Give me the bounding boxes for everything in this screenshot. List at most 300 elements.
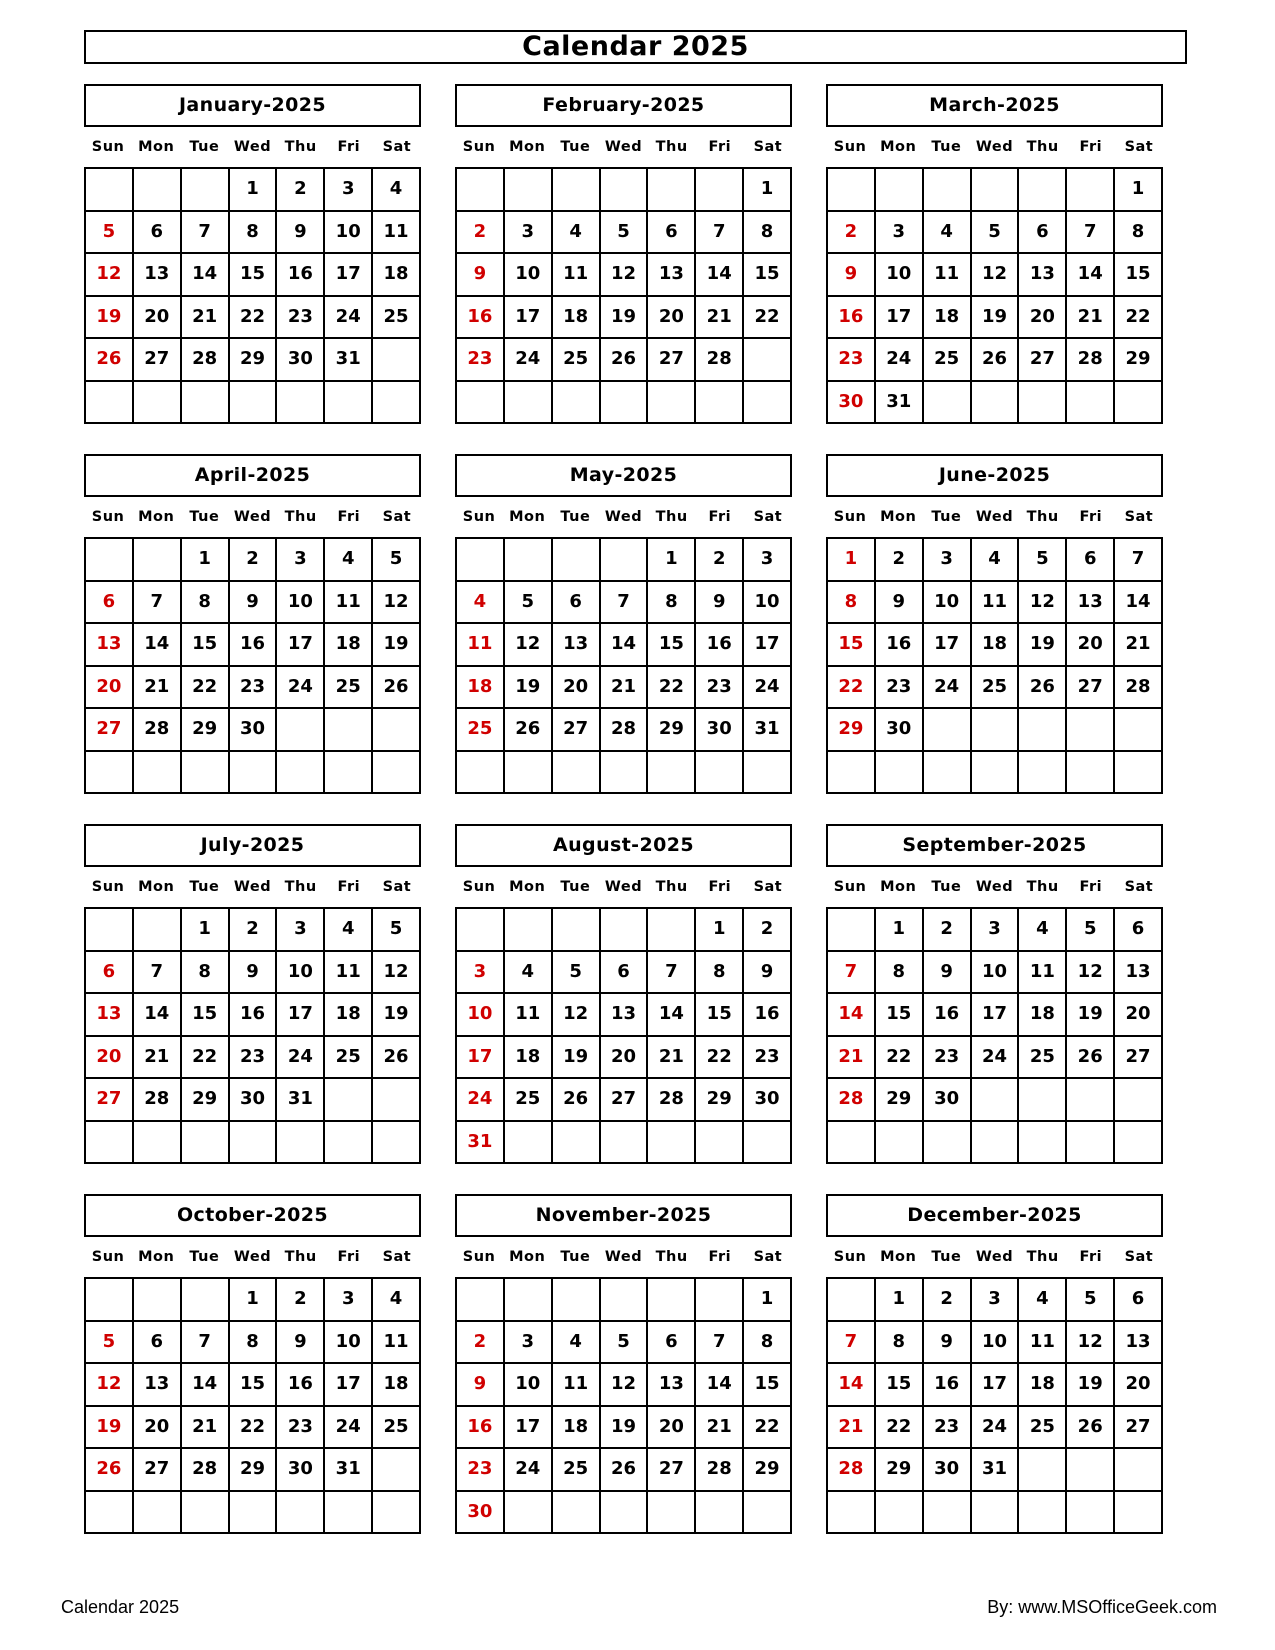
day-cell: 12 <box>373 952 421 995</box>
day-cell: 23 <box>876 667 924 710</box>
day-cell: 30 <box>277 1449 325 1492</box>
day-cell: 25 <box>1019 1407 1067 1450</box>
day-cell: 2 <box>744 909 792 952</box>
day-cell: 10 <box>505 254 553 297</box>
weekday-label: Wed <box>975 139 1014 155</box>
day-cell: 9 <box>876 582 924 625</box>
month-block <box>826 84 1163 424</box>
empty-day-cell <box>601 1492 649 1535</box>
day-cell: 22 <box>1115 297 1163 340</box>
empty-day-cell <box>1019 709 1067 752</box>
day-cell: 6 <box>1067 539 1115 582</box>
empty-day-cell <box>648 752 696 795</box>
weekday-label: Tue <box>560 139 591 155</box>
weekday-label: Sun <box>462 139 496 155</box>
day-cell: 30 <box>744 1079 792 1122</box>
day-cell: 15 <box>230 1364 278 1407</box>
day-cell: 22 <box>182 667 230 710</box>
day-cell: 15 <box>828 624 876 667</box>
day-cell: 4 <box>505 952 553 995</box>
empty-day-cell <box>1115 1079 1163 1122</box>
empty-day-cell <box>230 1122 278 1165</box>
day-cell: 22 <box>744 1407 792 1450</box>
day-cell: 11 <box>553 1364 601 1407</box>
empty-day-cell <box>1115 1492 1163 1535</box>
weekday-label: Sun <box>833 139 867 155</box>
empty-day-cell <box>696 1279 744 1322</box>
day-cell: 14 <box>648 994 696 1037</box>
weekday-label: Thu <box>1026 509 1059 525</box>
day-cell: 17 <box>924 624 972 667</box>
day-cell: 4 <box>325 539 373 582</box>
weekday-label: Fri <box>337 509 361 525</box>
empty-day-cell <box>325 752 373 795</box>
weekday-label: Thu <box>284 879 317 895</box>
empty-day-cell <box>1067 1122 1115 1165</box>
day-cell: 2 <box>457 212 505 255</box>
day-cell: 17 <box>457 1037 505 1080</box>
day-cell: 25 <box>1019 1037 1067 1080</box>
day-cell: 17 <box>972 994 1020 1037</box>
weekday-label: Mon <box>138 509 175 525</box>
day-cell: 30 <box>924 1079 972 1122</box>
weekday-label: Tue <box>189 1249 220 1265</box>
day-cell: 21 <box>182 1407 230 1450</box>
day-cell: 20 <box>134 1407 182 1450</box>
day-cell: 27 <box>1115 1037 1163 1080</box>
day-cell: 15 <box>696 994 744 1037</box>
day-cell: 31 <box>325 1449 373 1492</box>
day-cell: 30 <box>230 709 278 752</box>
day-cell: 9 <box>828 254 876 297</box>
empty-day-cell <box>972 169 1020 212</box>
weekday-label: Sat <box>382 509 412 525</box>
empty-day-cell <box>277 1122 325 1165</box>
empty-day-cell <box>86 1122 134 1165</box>
empty-day-cell <box>86 752 134 795</box>
weekday-label: Sat <box>1124 139 1154 155</box>
day-cell: 29 <box>230 1449 278 1492</box>
empty-day-cell <box>373 1492 421 1535</box>
empty-day-cell <box>972 752 1020 795</box>
empty-day-cell <box>648 909 696 952</box>
day-cell: 13 <box>134 1364 182 1407</box>
day-cell: 15 <box>648 624 696 667</box>
day-cell: 26 <box>601 339 649 382</box>
day-cell: 18 <box>505 1037 553 1080</box>
day-cell: 13 <box>648 254 696 297</box>
weekday-label: Tue <box>189 509 220 525</box>
day-cell: 18 <box>457 667 505 710</box>
day-cell: 1 <box>744 169 792 212</box>
day-cell: 19 <box>601 297 649 340</box>
day-cell: 7 <box>828 952 876 995</box>
day-cell: 20 <box>648 297 696 340</box>
day-cell: 21 <box>134 1037 182 1080</box>
day-cell: 10 <box>744 582 792 625</box>
empty-day-cell <box>744 1122 792 1165</box>
day-cell: 19 <box>553 1037 601 1080</box>
day-cell: 29 <box>696 1079 744 1122</box>
empty-day-cell <box>457 1279 505 1322</box>
day-cell: 10 <box>277 582 325 625</box>
day-cell: 5 <box>1067 909 1115 952</box>
day-cell: 25 <box>373 1407 421 1450</box>
day-cell: 24 <box>876 339 924 382</box>
empty-day-cell <box>134 1492 182 1535</box>
day-cell: 17 <box>325 254 373 297</box>
day-cell: 31 <box>277 1079 325 1122</box>
day-cell: 8 <box>230 212 278 255</box>
weekday-label: Sat <box>753 879 783 895</box>
weekday-label: Wed <box>233 879 272 895</box>
day-cell: 28 <box>1067 339 1115 382</box>
day-cell: 20 <box>1115 1364 1163 1407</box>
day-cell: 30 <box>924 1449 972 1492</box>
day-cell: 16 <box>924 1364 972 1407</box>
day-cell: 13 <box>1115 1322 1163 1365</box>
day-cell: 18 <box>1019 1364 1067 1407</box>
day-cell: 21 <box>1067 297 1115 340</box>
day-cell: 8 <box>876 1322 924 1365</box>
empty-day-cell <box>457 909 505 952</box>
empty-day-cell <box>1115 1449 1163 1492</box>
day-cell: 18 <box>373 254 421 297</box>
day-cell: 15 <box>182 994 230 1037</box>
weekday-label: Wed <box>233 509 272 525</box>
weekday-label: Wed <box>975 879 1014 895</box>
weekday-header-row <box>826 1237 1163 1277</box>
empty-day-cell <box>505 1492 553 1535</box>
empty-day-cell <box>648 1122 696 1165</box>
month-block <box>826 454 1163 794</box>
day-cell: 2 <box>924 909 972 952</box>
weekday-label: Thu <box>655 1249 688 1265</box>
day-cell: 6 <box>86 582 134 625</box>
day-cell: 24 <box>972 1037 1020 1080</box>
day-cell: 16 <box>230 624 278 667</box>
weekday-header-row <box>455 867 792 907</box>
day-cell: 28 <box>182 1449 230 1492</box>
weekday-header-row <box>84 497 421 537</box>
day-cell: 12 <box>553 994 601 1037</box>
day-cell: 29 <box>182 1079 230 1122</box>
empty-day-cell <box>1115 709 1163 752</box>
day-cell: 25 <box>972 667 1020 710</box>
day-cell: 10 <box>325 1322 373 1365</box>
empty-day-cell <box>277 1492 325 1535</box>
day-cell: 22 <box>744 297 792 340</box>
day-cell: 19 <box>972 297 1020 340</box>
day-cell: 12 <box>972 254 1020 297</box>
empty-day-cell <box>1019 1492 1067 1535</box>
day-cell: 16 <box>457 1407 505 1450</box>
empty-day-cell <box>86 539 134 582</box>
empty-day-cell <box>373 1079 421 1122</box>
day-cell: 29 <box>876 1079 924 1122</box>
day-grid <box>84 537 421 794</box>
day-cell: 1 <box>876 1279 924 1322</box>
weekday-label: Tue <box>931 509 962 525</box>
day-cell: 14 <box>182 254 230 297</box>
empty-day-cell <box>182 1122 230 1165</box>
day-cell: 18 <box>553 1407 601 1450</box>
day-cell: 1 <box>696 909 744 952</box>
day-cell: 19 <box>86 297 134 340</box>
empty-day-cell <box>457 169 505 212</box>
day-cell: 22 <box>230 1407 278 1450</box>
empty-day-cell <box>86 909 134 952</box>
empty-day-cell <box>373 709 421 752</box>
empty-day-cell <box>230 1492 278 1535</box>
empty-day-cell <box>601 752 649 795</box>
day-cell: 9 <box>457 254 505 297</box>
day-cell: 27 <box>134 339 182 382</box>
day-cell: 19 <box>1067 1364 1115 1407</box>
empty-day-cell <box>1019 1122 1067 1165</box>
day-cell: 8 <box>744 1322 792 1365</box>
weekday-header-row <box>455 127 792 167</box>
day-cell: 22 <box>876 1407 924 1450</box>
day-cell: 23 <box>744 1037 792 1080</box>
month-block <box>84 84 421 424</box>
day-cell: 26 <box>373 1037 421 1080</box>
day-grid <box>84 167 421 424</box>
day-cell: 10 <box>277 952 325 995</box>
empty-day-cell <box>924 1122 972 1165</box>
empty-day-cell <box>1067 1492 1115 1535</box>
day-cell: 22 <box>648 667 696 710</box>
day-cell: 20 <box>553 667 601 710</box>
day-cell: 29 <box>648 709 696 752</box>
month-block <box>826 824 1163 1164</box>
empty-day-cell <box>972 1492 1020 1535</box>
day-cell: 13 <box>1019 254 1067 297</box>
day-cell: 10 <box>972 1322 1020 1365</box>
day-cell: 14 <box>696 254 744 297</box>
day-cell: 16 <box>924 994 972 1037</box>
empty-day-cell <box>924 752 972 795</box>
day-cell: 28 <box>601 709 649 752</box>
month-title: November-2025 <box>455 1194 792 1237</box>
day-cell: 9 <box>924 952 972 995</box>
month-block <box>84 454 421 794</box>
month-title: February-2025 <box>455 84 792 127</box>
weekday-label: Sun <box>462 509 496 525</box>
day-cell: 3 <box>876 212 924 255</box>
day-cell: 16 <box>277 254 325 297</box>
day-cell: 6 <box>1115 909 1163 952</box>
empty-day-cell <box>277 752 325 795</box>
day-cell: 12 <box>1067 952 1115 995</box>
day-cell: 5 <box>1019 539 1067 582</box>
day-cell: 28 <box>1115 667 1163 710</box>
empty-day-cell <box>553 169 601 212</box>
day-cell: 6 <box>648 1322 696 1365</box>
day-cell: 2 <box>924 1279 972 1322</box>
day-cell: 16 <box>696 624 744 667</box>
weekday-label: Fri <box>1079 509 1103 525</box>
empty-day-cell <box>134 752 182 795</box>
day-cell: 5 <box>86 212 134 255</box>
empty-day-cell <box>744 752 792 795</box>
day-cell: 2 <box>828 212 876 255</box>
day-cell: 20 <box>1067 624 1115 667</box>
day-grid <box>455 1277 792 1534</box>
day-cell: 11 <box>924 254 972 297</box>
empty-day-cell <box>373 339 421 382</box>
day-cell: 31 <box>325 339 373 382</box>
day-cell: 1 <box>230 1279 278 1322</box>
month-title: December-2025 <box>826 1194 1163 1237</box>
day-cell: 26 <box>505 709 553 752</box>
day-cell: 5 <box>972 212 1020 255</box>
day-cell: 3 <box>744 539 792 582</box>
weekday-label: Mon <box>880 139 917 155</box>
day-cell: 19 <box>1067 994 1115 1037</box>
month-title: April-2025 <box>84 454 421 497</box>
empty-day-cell <box>972 382 1020 425</box>
day-cell: 27 <box>86 709 134 752</box>
month-title: September-2025 <box>826 824 1163 867</box>
day-cell: 10 <box>876 254 924 297</box>
day-cell: 29 <box>182 709 230 752</box>
day-grid <box>455 167 792 424</box>
day-cell: 18 <box>924 297 972 340</box>
weekday-label: Sun <box>833 1249 867 1265</box>
empty-day-cell <box>230 752 278 795</box>
day-cell: 27 <box>648 339 696 382</box>
day-cell: 31 <box>876 382 924 425</box>
day-cell: 27 <box>1115 1407 1163 1450</box>
day-cell: 23 <box>924 1037 972 1080</box>
empty-day-cell <box>876 752 924 795</box>
empty-day-cell <box>924 709 972 752</box>
day-cell: 14 <box>828 994 876 1037</box>
day-cell: 3 <box>325 1279 373 1322</box>
day-cell: 27 <box>648 1449 696 1492</box>
day-grid <box>455 907 792 1164</box>
empty-day-cell <box>972 709 1020 752</box>
empty-day-cell <box>601 909 649 952</box>
day-grid <box>826 537 1163 794</box>
empty-day-cell <box>972 1079 1020 1122</box>
empty-day-cell <box>134 1279 182 1322</box>
empty-day-cell <box>828 1279 876 1322</box>
empty-day-cell <box>924 1492 972 1535</box>
day-cell: 2 <box>230 539 278 582</box>
weekday-label: Sat <box>753 509 783 525</box>
day-cell: 21 <box>134 667 182 710</box>
day-cell: 11 <box>505 994 553 1037</box>
day-cell: 22 <box>230 297 278 340</box>
day-cell: 12 <box>1067 1322 1115 1365</box>
month-title: January-2025 <box>84 84 421 127</box>
empty-day-cell <box>648 169 696 212</box>
day-cell: 23 <box>277 297 325 340</box>
month-title: June-2025 <box>826 454 1163 497</box>
day-cell: 25 <box>373 297 421 340</box>
empty-day-cell <box>373 752 421 795</box>
day-cell: 6 <box>1019 212 1067 255</box>
empty-day-cell <box>182 169 230 212</box>
month-title: March-2025 <box>826 84 1163 127</box>
day-cell: 17 <box>972 1364 1020 1407</box>
day-cell: 26 <box>553 1079 601 1122</box>
empty-day-cell <box>505 752 553 795</box>
empty-day-cell <box>972 1122 1020 1165</box>
empty-day-cell <box>1067 1449 1115 1492</box>
day-cell: 27 <box>134 1449 182 1492</box>
day-cell: 28 <box>134 1079 182 1122</box>
day-cell: 13 <box>601 994 649 1037</box>
day-cell: 3 <box>972 1279 1020 1322</box>
day-cell: 8 <box>182 952 230 995</box>
day-cell: 26 <box>1067 1407 1115 1450</box>
empty-day-cell <box>744 339 792 382</box>
day-cell: 4 <box>373 1279 421 1322</box>
month-block <box>84 1194 421 1534</box>
weekday-label: Thu <box>284 139 317 155</box>
weekday-label: Wed <box>975 1249 1014 1265</box>
day-cell: 29 <box>876 1449 924 1492</box>
weekday-label: Sun <box>462 1249 496 1265</box>
day-cell: 24 <box>457 1079 505 1122</box>
day-cell: 7 <box>1067 212 1115 255</box>
day-cell: 6 <box>134 1322 182 1365</box>
weekday-label: Tue <box>931 1249 962 1265</box>
day-cell: 8 <box>230 1322 278 1365</box>
empty-day-cell <box>457 382 505 425</box>
empty-day-cell <box>325 709 373 752</box>
day-cell: 20 <box>86 667 134 710</box>
day-cell: 6 <box>601 952 649 995</box>
day-cell: 3 <box>505 212 553 255</box>
day-cell: 28 <box>134 709 182 752</box>
day-cell: 24 <box>744 667 792 710</box>
day-cell: 13 <box>134 254 182 297</box>
day-cell: 28 <box>828 1079 876 1122</box>
day-cell: 17 <box>277 994 325 1037</box>
empty-day-cell <box>648 1279 696 1322</box>
empty-day-cell <box>601 1122 649 1165</box>
day-cell: 19 <box>601 1407 649 1450</box>
day-cell: 16 <box>744 994 792 1037</box>
empty-day-cell <box>182 752 230 795</box>
empty-day-cell <box>457 539 505 582</box>
day-cell: 26 <box>86 1449 134 1492</box>
day-cell: 21 <box>696 1407 744 1450</box>
day-cell: 16 <box>457 297 505 340</box>
day-cell: 14 <box>134 624 182 667</box>
day-cell: 16 <box>277 1364 325 1407</box>
weekday-header-row <box>826 497 1163 537</box>
day-cell: 27 <box>601 1079 649 1122</box>
empty-day-cell <box>553 752 601 795</box>
empty-day-cell <box>1067 1079 1115 1122</box>
month-block <box>455 824 792 1164</box>
empty-day-cell <box>601 382 649 425</box>
day-cell: 3 <box>457 952 505 995</box>
day-cell: 1 <box>182 909 230 952</box>
day-cell: 12 <box>1019 582 1067 625</box>
weekday-label: Mon <box>880 1249 917 1265</box>
weekday-header-row <box>84 1237 421 1277</box>
empty-day-cell <box>86 169 134 212</box>
day-cell: 1 <box>744 1279 792 1322</box>
day-cell: 3 <box>277 539 325 582</box>
empty-day-cell <box>505 539 553 582</box>
